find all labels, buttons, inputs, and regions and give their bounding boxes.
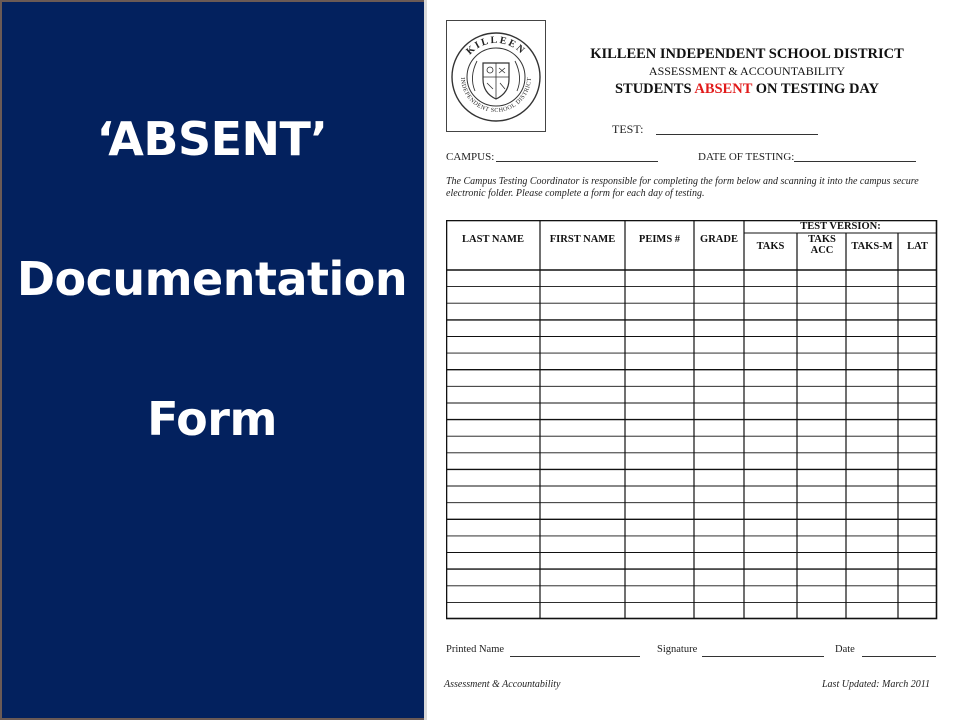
date-of-testing-field-line <box>794 161 916 162</box>
district-name: KILLEEN INDEPENDENT SCHOOL DISTRICT <box>590 46 904 62</box>
column-header-lat: LAT <box>907 241 928 252</box>
column-header-last-name: LAST NAME <box>462 234 524 245</box>
date-of-testing-label: DATE OF TESTING: <box>698 151 795 163</box>
form-title-before: STUDENTS <box>614 81 695 97</box>
title-panel <box>0 0 424 720</box>
seal-ring-text: INDEPENDENT SCHOOL DISTRICT <box>458 77 534 115</box>
column-header-taks: TAKS <box>756 241 785 252</box>
table-grid-lines <box>446 220 938 620</box>
campus-field-line <box>496 161 658 162</box>
signature-line <box>702 656 824 657</box>
instructions-text: The Campus Testing Coordinator is responsible for completing the form below and scanning it into the campus secure electronic folder. Please complete a form for each day of testing. <box>446 176 919 199</box>
column-header-grade: GRADE <box>700 234 738 245</box>
seal-top-text: KILLEEN <box>464 34 528 58</box>
campus-label: CAMPUS: <box>446 151 495 163</box>
form-title <box>552 81 942 98</box>
title-line-documentation: Documentation <box>16 252 408 306</box>
seal-emblem-icon <box>447 21 545 131</box>
signature-label: Signature <box>657 644 698 655</box>
district-seal <box>446 20 546 132</box>
column-header-taks-acc: TAKS ACC <box>808 234 836 256</box>
column-header-first-name: FIRST NAME <box>549 234 616 245</box>
title-line-absent: ‘ABSENT’ <box>96 112 328 166</box>
department-name: ASSESSMENT & ACCOUNTABILITY <box>648 64 846 78</box>
form-title-after: ON TESTING DAY <box>752 81 880 97</box>
test-label: TEST: <box>612 122 644 136</box>
column-group-test-version: TEST VERSION: <box>800 221 881 232</box>
date-line <box>862 656 936 657</box>
printed-name-line <box>510 656 640 657</box>
test-field-line <box>656 134 818 135</box>
footer-last-updated: Last Updated: March 2011 <box>822 679 931 690</box>
title-line-form: Form <box>147 392 277 446</box>
printed-name-label: Printed Name <box>446 644 505 655</box>
form-title-absent: ABSENT <box>694 81 753 97</box>
column-header-taks-m: TAKS-M <box>851 241 893 252</box>
column-header-peims: PEIMS # <box>638 234 681 245</box>
footer-department: Assessment & Accountability <box>444 679 561 690</box>
panel-divider <box>424 0 427 720</box>
date-label: Date <box>835 644 855 655</box>
absent-documentation-form <box>432 10 952 710</box>
